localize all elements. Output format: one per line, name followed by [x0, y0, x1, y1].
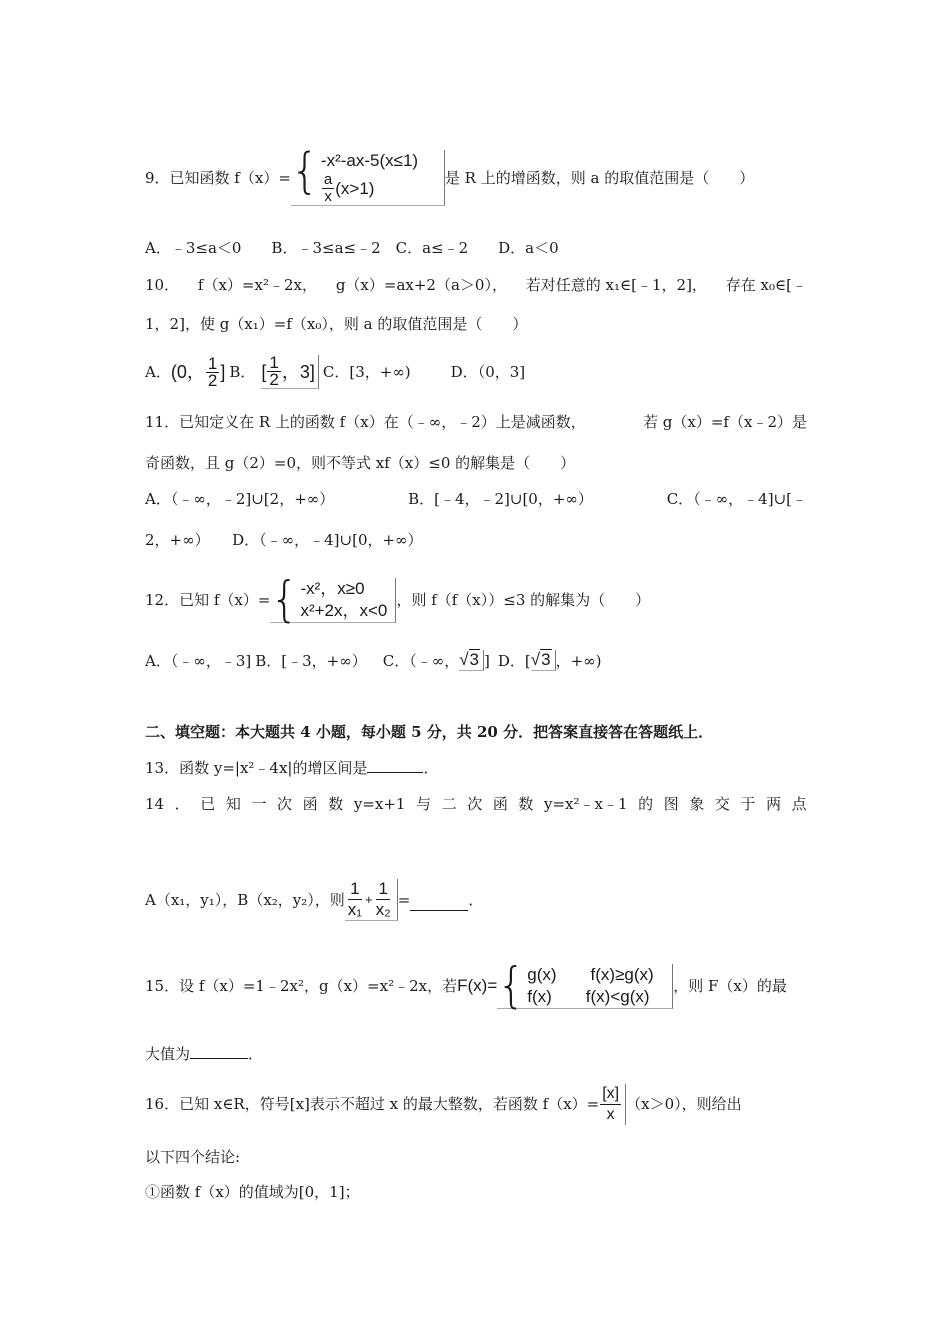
q9-stem: [145, 142, 755, 210]
q14-w11: 次: [467, 795, 483, 813]
q12-optC-sqrt: √3: [459, 650, 484, 671]
q14-w14: y=x²﹣x﹣1: [544, 795, 628, 813]
q12-optC-pre: C．（﹣∞，: [382, 651, 460, 670]
q10-optB: [261, 355, 319, 389]
q14-w4: 一: [251, 795, 267, 813]
q14-w5: 次: [277, 795, 293, 813]
q14-w6: 函: [302, 795, 318, 813]
section2-title: 二、填空题：本大题共 4 小题，每小题 5 分，共 20 分．把答案直接答在答题纸上．: [145, 723, 714, 741]
q11-line3: [145, 489, 807, 509]
q14-plus: +: [365, 891, 373, 907]
q15-fname: F(x)=: [457, 976, 498, 995]
q10-optA-num: 1: [207, 353, 218, 373]
q15-line2: [145, 1044, 263, 1064]
q14-w15: 的: [638, 795, 654, 813]
q10-l1-3: 若对任意的 x₁∈[﹣1，2]，: [525, 276, 707, 294]
q12-optD-pre: D．[: [497, 651, 531, 670]
q9-options: A．﹣3≤a＜0 B．﹣3≤a≤﹣2 C．a≤﹣2 D．a＜0: [145, 239, 559, 257]
q9-case2-den: x: [324, 188, 332, 205]
q9-case2-num: a: [323, 171, 333, 188]
q15-piecewise: { g(x) f(x)≥g(x) f(x) f(x)<g(x): [497, 964, 673, 1009]
q11-l1-1: 若 g（x）=f（x﹣2）是: [643, 413, 807, 431]
q14-line1: [145, 794, 807, 814]
q9-suffix: 是 R 上的增函数，则 a 的取值范围是（ ）: [444, 169, 755, 187]
q14-eq: =: [397, 891, 411, 909]
q10-optA-den: 2: [207, 370, 218, 390]
q16-line3: ①函数 f（x）的值域为[0，1]；: [145, 1183, 360, 1201]
q10-optB-den: 2: [269, 370, 279, 389]
q12-suffix: ，则 f（f（x））≤3 的解集为（ ）: [396, 591, 651, 609]
q12-prefix: 12．已知 f（x）=: [145, 591, 271, 609]
q14-answer-blank[interactable]: [410, 896, 468, 911]
q13-stem: [145, 758, 439, 778]
q14-w19: 于: [740, 795, 756, 813]
q15-answer-blank[interactable]: [190, 1044, 248, 1059]
q15-suffix: ，则 F（x）的最: [673, 977, 787, 995]
q14-w2: 已: [200, 795, 216, 813]
q15-prefix: 15．设 f（x）=1﹣2x²，g（x）=x²﹣2x，若: [145, 977, 458, 995]
q10-optC: C．[3，+∞): [322, 363, 411, 381]
q10-options: [145, 350, 525, 394]
q11-line1: [145, 412, 807, 432]
q11-l3-1: B．[﹣4，﹣2]∪[0，+∞）: [408, 490, 593, 508]
q14-w18: 交: [714, 795, 730, 813]
q14-frac1-den: x₁: [347, 900, 363, 919]
q12-optD-post: ，+∞): [555, 651, 602, 670]
q11-l3-0: A．（﹣∞，﹣2]∪[2，+∞）: [145, 490, 335, 508]
q14-w8: y=x+1: [353, 795, 406, 813]
q9-piecewise: { -x²-ax-5(x≤1) $\frac{a}{x}$ (x>1): [291, 150, 445, 206]
q10-optA-label: A．: [145, 363, 171, 381]
q10-optA: [170, 353, 226, 390]
q14-frac2-num: 1: [378, 879, 388, 898]
q10-line2: 1，2]，使 g（x₁）=f（x₀），则 a 的取值范围是（ ）: [145, 315, 528, 333]
q12-optB: B．[﹣3，+∞）: [255, 651, 367, 670]
q10-optA-close: ]: [220, 362, 226, 382]
q15-stem: [145, 954, 787, 1018]
q9-prefix: 9．已知函数 f（x）=: [145, 169, 291, 187]
q14-w16: 图: [663, 795, 679, 813]
q14-frac1-num: 1: [350, 879, 360, 898]
q11-line2: 奇函数，且 g（2）=0，则不等式 xf（x）≤0 的解集是（ ）: [145, 454, 576, 472]
q14-line2: [145, 872, 483, 928]
q12-optA: A．（﹣∞，﹣3]: [145, 651, 252, 670]
q12-case2: x²+2x，x<0: [300, 600, 388, 620]
q13-answer-blank[interactable]: [367, 758, 423, 773]
q10-optB-close: ，3]: [281, 361, 315, 382]
q12-optC-post: ]: [484, 651, 490, 670]
q16-prefix: 16．已知 x∈R，符号[x]表示不超过 x 的最大整数，若函数 f（x）=: [145, 1095, 600, 1113]
q14-w10: 二: [441, 795, 457, 813]
q16-stem: [145, 1080, 742, 1128]
q9-case2-cond: (x>1): [335, 178, 375, 198]
q14-w0: 14: [145, 795, 165, 813]
q14-w1: ．: [174, 795, 190, 813]
q14-line2-prefix: A（x₁，y₁），B（x₂，y₂），则: [145, 891, 345, 909]
q12-optD-sqrt: √3: [531, 650, 556, 671]
q14-w3: 知: [225, 795, 241, 813]
q14-w7: 数: [328, 795, 344, 813]
q10-optD: D．（0，3]: [450, 363, 526, 381]
q10-l1-1: f（x）=x²﹣2x，: [197, 276, 317, 294]
q14-suffix: ．: [468, 891, 484, 909]
q12-options: [145, 650, 602, 671]
q9-case1: -x²-ax-5(x≤1): [320, 151, 419, 170]
q11-line4: 2，+∞） D．（﹣∞，﹣4]∪[0，+∞）: [145, 531, 423, 549]
q16-suffix: （x＞0），则给出: [626, 1095, 742, 1113]
q10-optA-open: (0，: [170, 362, 205, 382]
q13-suffix: ．: [423, 759, 439, 777]
q13-prefix: 13．函数 y=|x²﹣4x|的增区间是: [145, 759, 368, 777]
q15-case2: f(x) f(x)<g(x): [527, 986, 650, 1006]
q14-w20: 两: [766, 795, 782, 813]
q12-optD-rad: 3: [541, 650, 551, 669]
q10-l1-0: 10．: [145, 276, 180, 294]
q10-l1-2: g（x）=ax+2（a＞0），: [335, 276, 507, 294]
q10-line1: [145, 275, 807, 295]
q14-w17: 象: [689, 795, 705, 813]
q14-frac2-den: x₂: [375, 900, 391, 919]
q12-optC-rad: 3: [469, 650, 480, 669]
q10-optB-open: [: [261, 361, 267, 382]
q16-frac: [599, 1084, 626, 1125]
q12-stem: [145, 568, 650, 632]
q14-w21: 点: [791, 795, 807, 813]
q15-line2-prefix: 大值为: [145, 1045, 191, 1063]
q14-w9: 与: [416, 795, 432, 813]
q15-line2-suffix: ．: [248, 1045, 264, 1063]
q12-piecewise: { -x²，x≥0 x²+2x，x<0: [270, 578, 396, 623]
q16-frac-num: [x]: [600, 1084, 621, 1105]
q11-l1-0: 11．已知定义在 R 上的函数 f（x）在（﹣∞，﹣2）上是减函数，: [145, 413, 586, 431]
q10-l1-4: 存在 x₀∈[﹣: [725, 276, 807, 294]
q10-optB-num: 1: [269, 353, 279, 372]
q10-optB-label: B．: [229, 363, 256, 381]
q14-frac-expression: [345, 879, 398, 921]
q11-l3-2: C．（﹣∞，﹣4]∪[﹣: [666, 490, 807, 508]
q15-case1: g(x) f(x)≥g(x): [527, 964, 654, 984]
q12-case1: -x²，x≥0: [300, 578, 365, 598]
q16-line2: 以下四个结论:: [145, 1148, 241, 1166]
q14-w13: 数: [518, 795, 534, 813]
q14-w12: 函: [492, 795, 508, 813]
q16-frac-den: x: [606, 1105, 615, 1123]
